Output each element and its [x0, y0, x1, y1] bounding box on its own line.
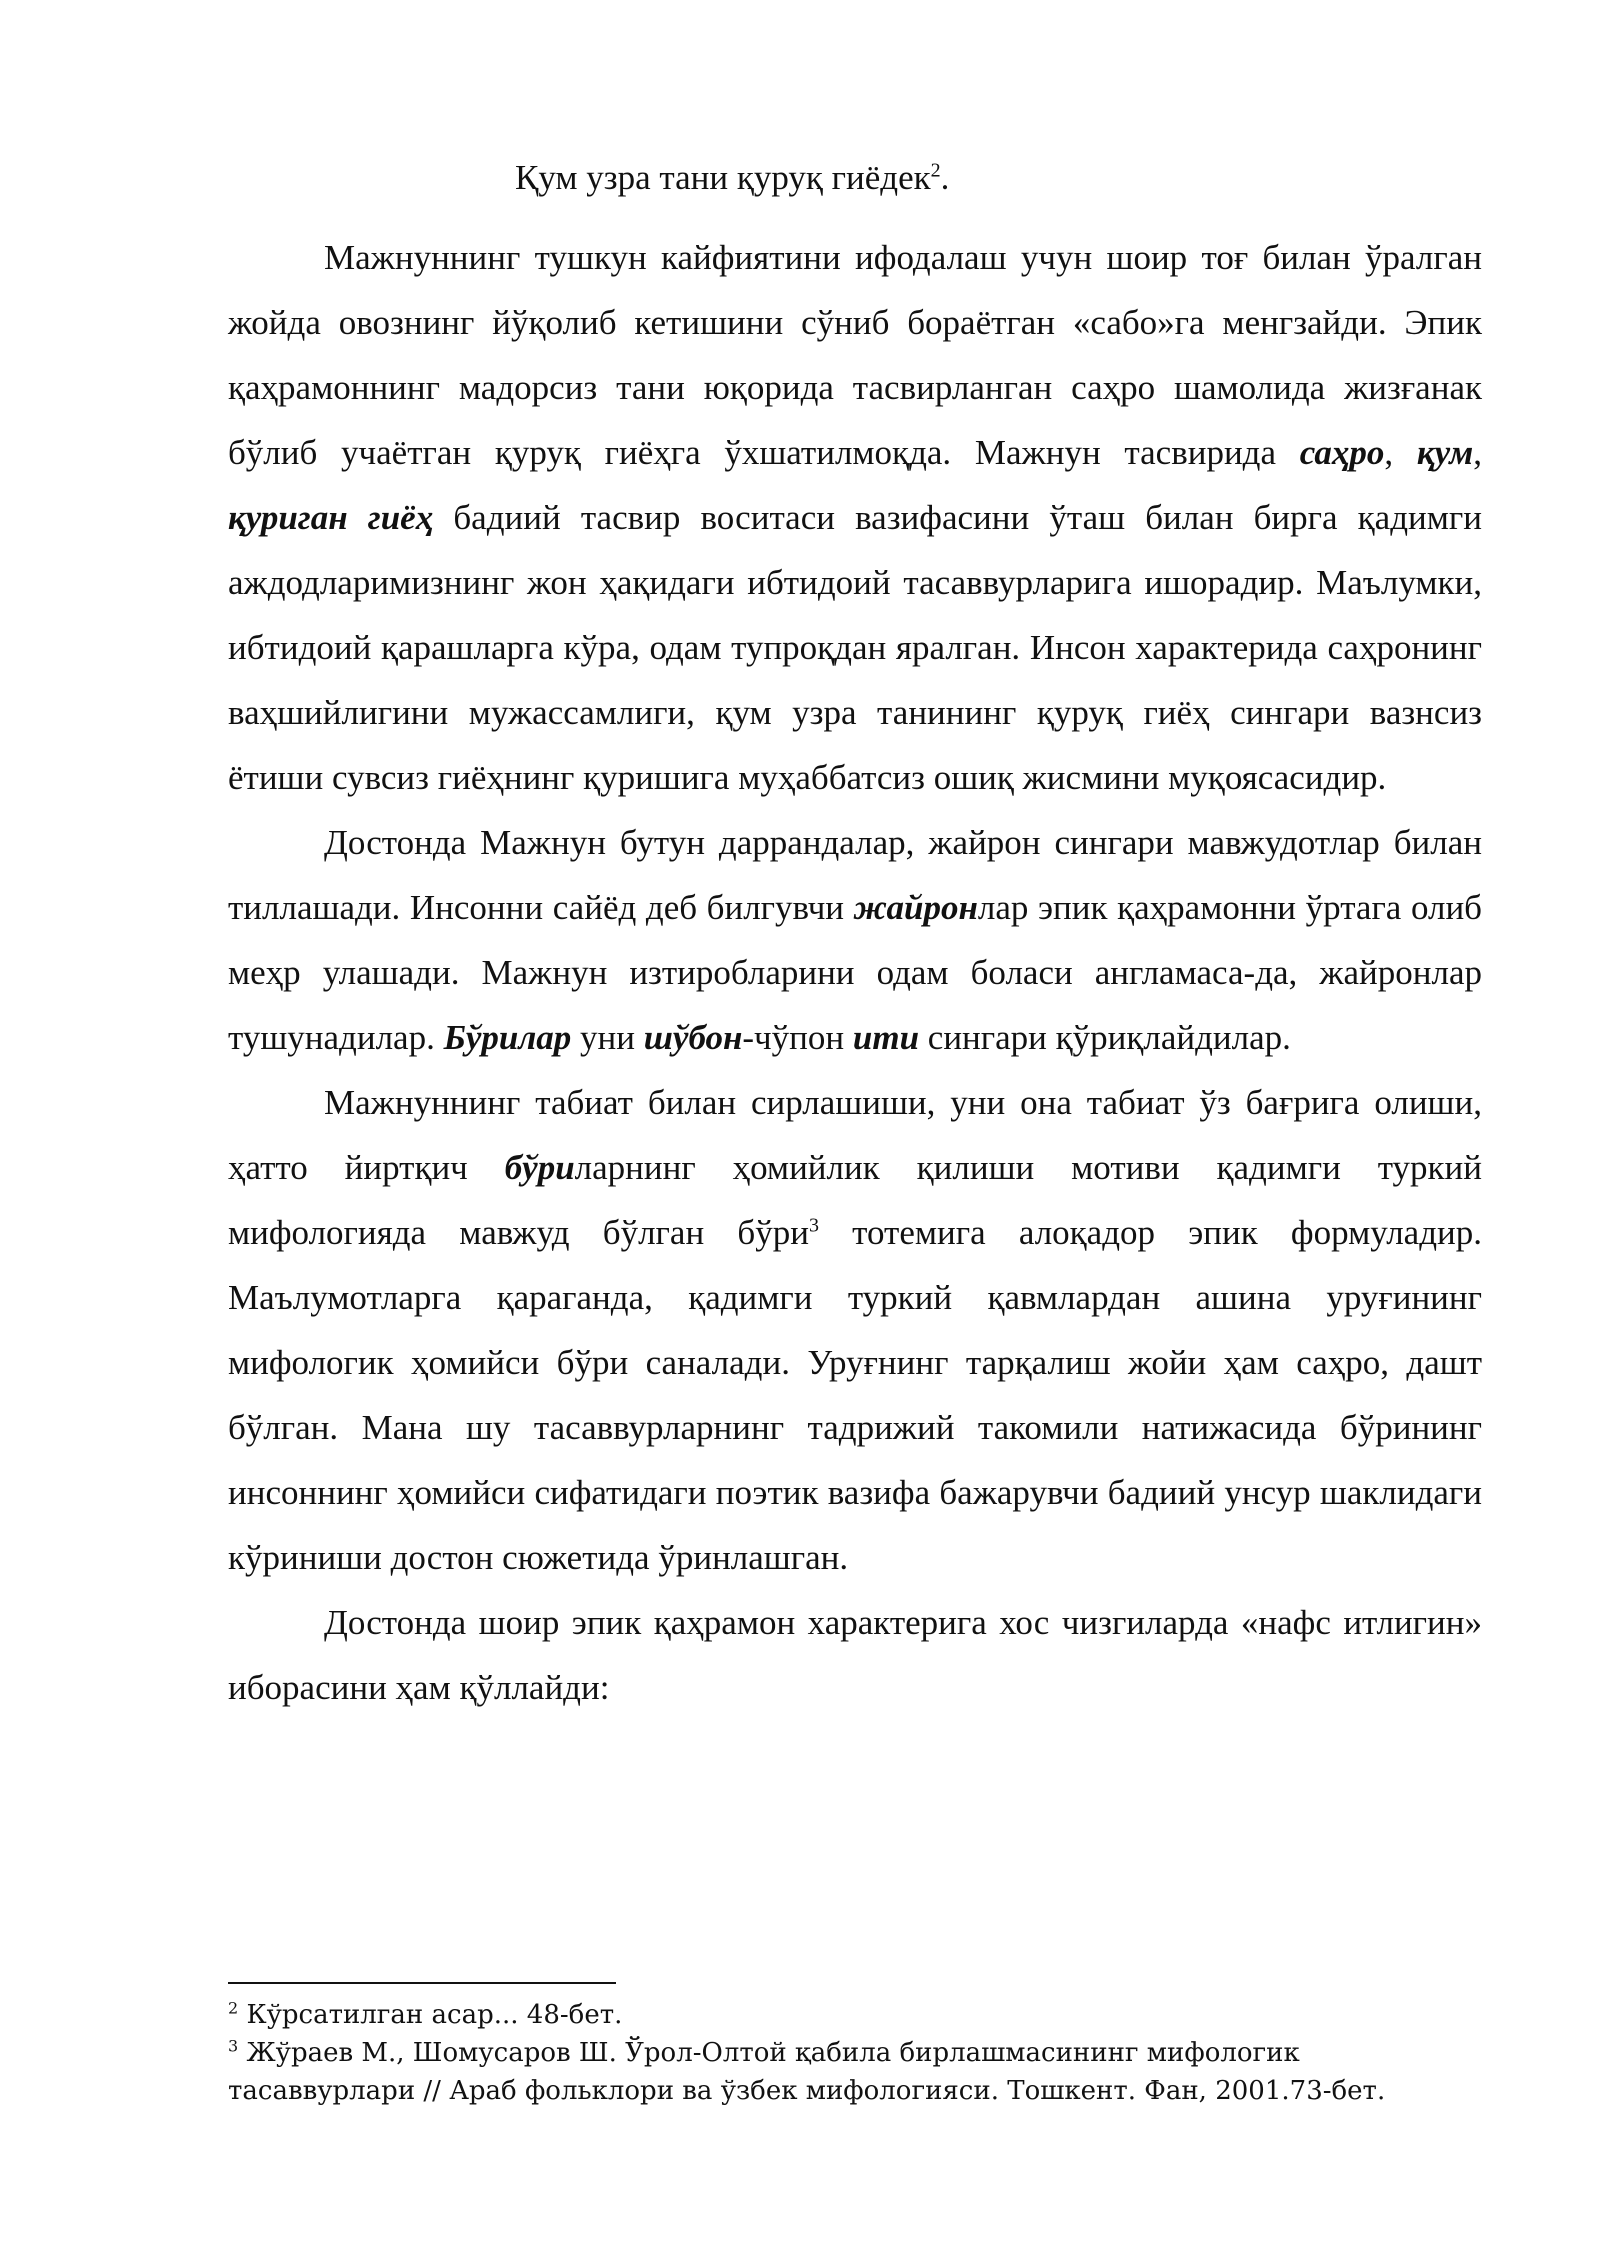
text-run: бадиий тасвир воситаси вазифасини ўташ билан бирга қадимги аждодларимизнинг жон ҳақидаги ибтидоий тасаввурларига ишорадир. Маълумки, ибтидоий қарашларга кўра, одам тупроқдан яралган. Инсон характерида саҳронинг ваҳшийлигини мужассамлиги, қум узра танининг қуруқ гиёҳ сингари вазнсиз ётиши сувсиз гиёҳнинг қуришига муҳаббатсиз ошиқ жисмини муқоясасидир.: [228, 498, 1482, 797]
text-run: лар эпик қаҳрамонни ўртага олиб меҳр улашади. Мажнун изтиробларини одам боласи англамаса-да, жайронлар тушунадилар.: [228, 888, 1482, 1057]
footnote-text: Кўрсатилган асар... 48-бет.: [238, 2000, 623, 2030]
paragraph-1: [228, 225, 1482, 810]
footnote-text: Жўраев М., Шомусаров Ш. Ўрол-Олтой қабила бирлашмасининг мифологик тасаввурлари // Араб фольклори ва ўзбек мифологияси. Тошкент. Фан, 2001.73-бет.: [228, 2038, 1386, 2106]
footnote-ref-2[interactable]: 2: [930, 159, 941, 182]
text-run: тотемига алоқадор эпик формуладир. Маълумотларга қараганда, қадимги туркий қавмлардан ашина уруғининг мифологик ҳомийси бўри саналади. Уруғнинг тарқалиш жойи ҳам саҳро, дашт бўлган. Мана шу тасаввурларнинг тадрижий такомили натижасида бўрининг инсоннинг ҳомийси сифатидаги поэтик вазифа бажарувчи бадиий унсур шаклидаги кўриниши достон сюжетида ўринлашган.: [228, 1213, 1482, 1577]
footnote-3: [228, 2034, 1482, 2110]
text-run: Мажнуннинг тушкун кайфиятини ифодалаш учун шоир тоғ билан ўралган жойда овознинг йўқолиб кетишини сўниб бораётган «сабо»га менгзайди. Эпик қаҳрамоннинг мадорсиз тани юқорида тасвирланган саҳро шамолида жизғанак бўлиб учаётган қуруқ гиёҳга ўхшатилмоқда. Мажнун тасвирида: [228, 238, 1482, 472]
footnote-separator: [228, 1982, 616, 1984]
verse-line: [515, 150, 949, 206]
footnote-number: 2: [228, 1998, 239, 2018]
emphasis-term: саҳро: [1299, 433, 1385, 472]
text-run: сингари қўриқлайдилар.: [919, 1018, 1291, 1057]
emphasis-term: қуриган гиёҳ: [228, 498, 434, 537]
emphasis-term: жайрон: [853, 888, 978, 927]
verse-text: Қум узра тани қуруқ гиёдек: [515, 158, 931, 197]
paragraph-4: Достонда шоир эпик қаҳрамон характерига хос чизгиларда «нафс итлигин» иборасини ҳам қўллайди:: [228, 1603, 1482, 1707]
body-text: [228, 225, 1482, 1720]
footnote-2: [228, 1996, 1482, 2034]
emphasis-term: ити: [852, 1018, 920, 1057]
footnote-number: 3: [228, 2036, 239, 2056]
paragraph-2: [228, 810, 1482, 1070]
text-run: ,: [1384, 433, 1417, 472]
text-run: Достонда Мажнун бутун даррандалар, жайрон сингари мавжудотлар билан тиллашади. Инсонни сайёд деб билгувчи: [228, 823, 1482, 927]
emphasis-term: Бўрилар: [443, 1018, 572, 1057]
text-run: -чўпон: [742, 1018, 853, 1057]
paragraph-3: [228, 1070, 1482, 1590]
verse-tail: .: [940, 158, 950, 197]
emphasis-term: шўбон: [643, 1018, 743, 1057]
text-run: уни: [571, 1018, 644, 1057]
text-run: Мажнуннинг табиат билан сирлашиши, уни она табиат ўз бағрига олиши, ҳатто йиртқич: [228, 1083, 1482, 1187]
text-run: ларнинг ҳомийлик қилиши мотиви қадимги туркий мифологияда мавжуд бўлган бўри: [228, 1148, 1483, 1252]
emphasis-term: бўри: [504, 1148, 575, 1187]
emphasis-term: қум: [1416, 433, 1474, 472]
footnotes: [228, 1996, 1482, 2110]
text-run: ,: [1473, 433, 1483, 472]
footnote-ref-3[interactable]: 3: [808, 1214, 819, 1237]
